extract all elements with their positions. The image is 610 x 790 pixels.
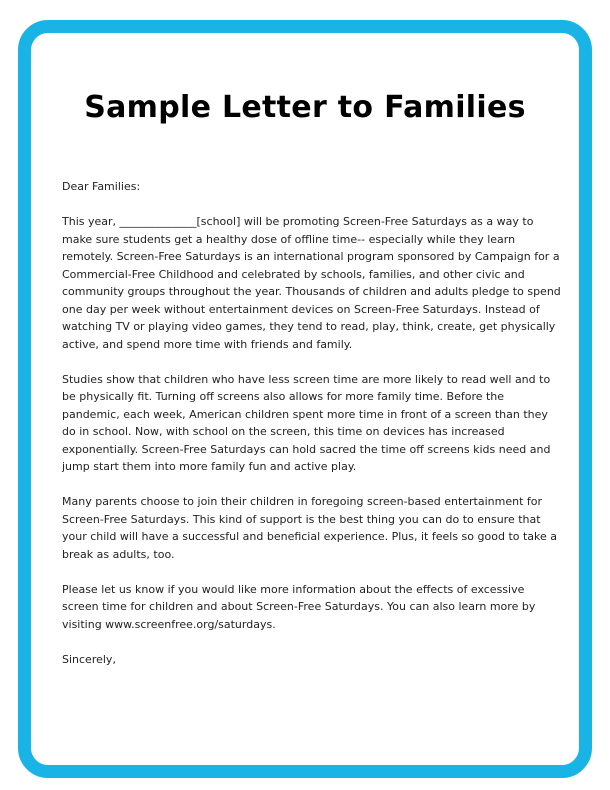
letter-paragraph-4: Please let us know if you would like more information about the effects of excessive screen time for children and about Screen-Free Saturdays. You can also learn more by visiting www.screenfree.org/saturdays. [62,582,536,631]
page-title: Sample Letter to Families [84,90,526,125]
letter-paragraph-2: Studies show that children who have less screen time are more likely to read well and to be physically fit. Turning off screens also allows for more family time. Before the pandemic, each week, American children spent more time in front of a screen than they do in school. Now, with school on the screen, this time on devices has increased exponentially. Screen-Free Saturdays can hold sacred the time off screens kids need and jump start them into more family fun and active play. [62,372,551,473]
letter-greeting: Dear Families: [62,180,141,193]
letter-paragraph-1: This year, ______________[school] will be promoting Screen-Free Saturdays as a way to make sure students get a healthy dose of offline time-- especially while they learn remotely. Screen-Free Saturdays is an international program sponsored by Campaign for a Commercial-Free Childhood and celebrated by schools, families, and other civic and community groups throughout the year. Thousands of children and adults pledge to spend one day per week without entertainment devices on Screen-Free Saturdays. Instead of watching TV or playing video games, they tend to read, play, think, create, get physically active, and spend more time with friends and family. [62,215,561,351]
letter-paragraph-3: Many parents choose to join their children in foregoing screen-based entertainment for Screen-Free Saturdays. This kind of support is the best thing you can do to ensure that your child will have a successful and beneficial experience. Plus, it feels so good to take a break as adults, too. [62,495,558,561]
letter-body [62,178,562,686]
letter-closing: Sincerely, [62,652,116,666]
